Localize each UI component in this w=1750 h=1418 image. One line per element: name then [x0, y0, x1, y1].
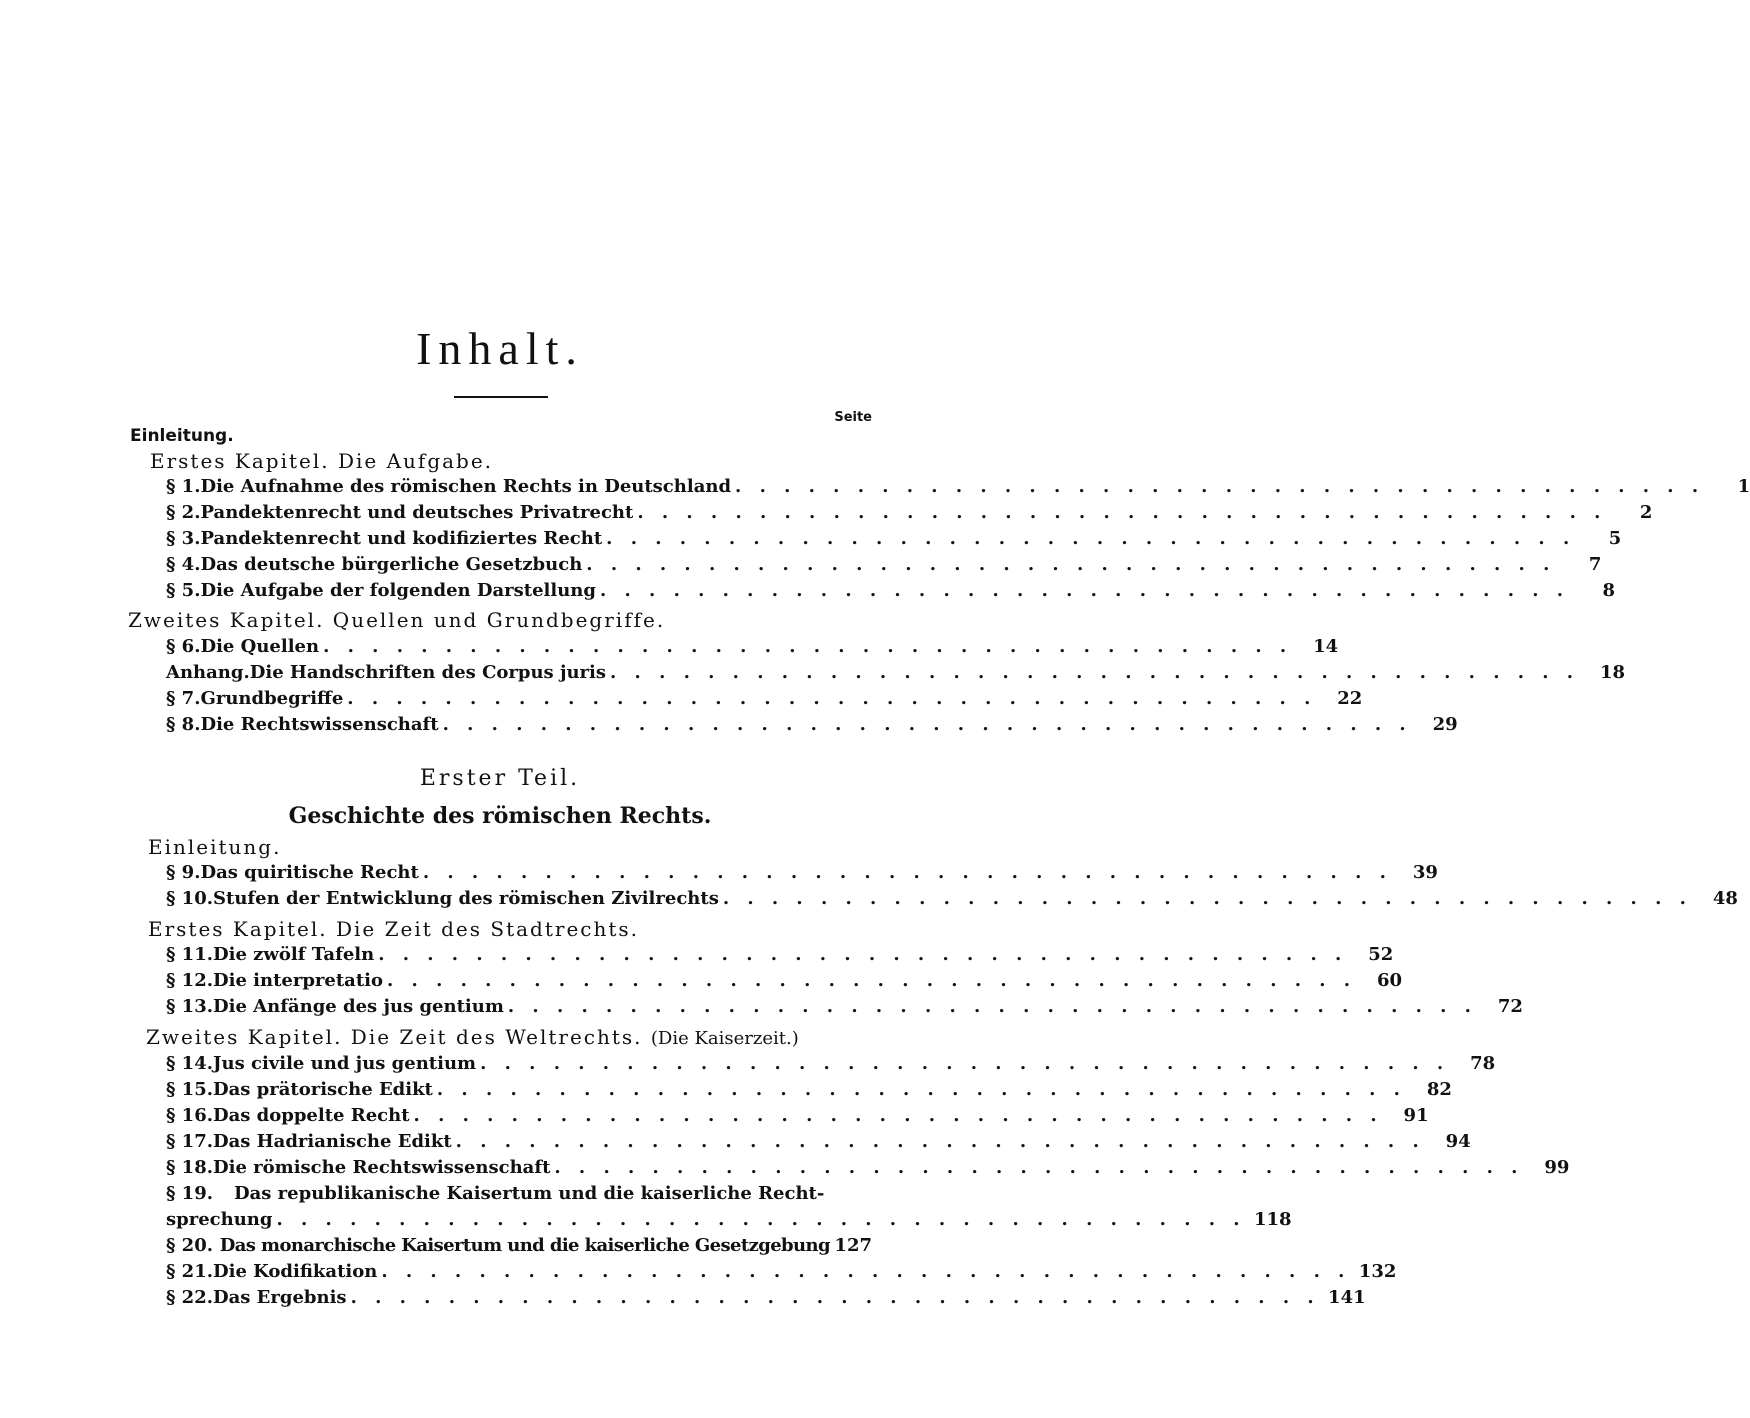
toc-entry-page: 22 — [1337, 688, 1363, 709]
toc-entry[interactable] — [166, 994, 1523, 1020]
toc-entry-par: § 3. — [166, 528, 201, 549]
toc-entry-page: 132 — [1358, 1261, 1397, 1282]
toc-entry[interactable] — [166, 500, 1653, 526]
toc-entry[interactable] — [166, 712, 1458, 738]
toc-entry-par: § 7. — [166, 688, 201, 709]
toc-entry-page: 94 — [1445, 1131, 1471, 1152]
toc-leader-dots: . . . . . . . . . . . . . . . . . . . . . . . . . . . . . . . . . . . . . . . . — [610, 662, 1580, 683]
toc-entry-par: § 18. — [166, 1157, 213, 1178]
toc-entry-title: Die Anfänge des jus gentium — [213, 996, 504, 1017]
toc-entry-par: § 11. — [166, 944, 213, 965]
toc-entry[interactable] — [166, 552, 1602, 578]
toc-entry-title: Das doppelte Recht — [213, 1105, 410, 1126]
toc-entry-page: 141 — [1328, 1287, 1366, 1308]
toc-entry-par: § 1. — [166, 476, 201, 497]
toc-leader-dots: . . . . . . . . . . . . . . . . . . . . . . . . . . . . . . . . . . . . . . . . — [442, 714, 1412, 735]
toc-entry-page: 48 — [1712, 888, 1738, 909]
toc-entry-page: 118 — [1253, 1209, 1292, 1230]
toc-entry-page: 8 — [1602, 580, 1616, 601]
intro-label: Einleitung. — [130, 426, 234, 446]
toc-entry-par: Anhang. — [166, 662, 250, 683]
toc-leader-dots: . . . . . . . . . . . . . . . . . . . . . . . . . . . . . . . . . . . . . . . . — [722, 888, 1692, 909]
toc-entry-par: § 5. — [166, 580, 201, 601]
toc-entry[interactable] — [166, 968, 1403, 994]
toc-leader-dots: . . . . . . . . . . . . . . . . . . . . . . . . . . . . . . . . . . . . . . . . — [381, 1261, 1351, 1282]
toc-entry[interactable] — [166, 1285, 1366, 1311]
toc-entry[interactable] — [166, 1207, 1292, 1233]
toc-entry-title: Das deutsche bürgerliche Gesetzbuch — [200, 554, 583, 575]
toc-leader-dots: . . . . . . . . . . . . . . . . . . . . . . . . . . . . . . . . . . . . . . . . — [347, 688, 1317, 709]
toc-entry-page: 39 — [1412, 862, 1438, 883]
toc-entry-page: 18 — [1600, 662, 1626, 683]
part1-ch2-heading-paren: (Die Kaiserzeit.) — [650, 1028, 799, 1049]
toc-entry-page: 60 — [1377, 970, 1403, 991]
toc-leader-dots: . . . . . . . . . . . . . . . . . . . . . . . . . . . . . . . . . . . . . . . . — [507, 996, 1477, 1017]
toc-entry-title: Das Hadrianische Edikt — [213, 1131, 452, 1152]
toc-entry-title: Die Kodifikation — [213, 1261, 378, 1282]
toc-leader-dots: . . . . . . . . . . . . . . . . . . . . . . . . . . . . . . . . . . . . . . . . — [413, 1105, 1383, 1126]
seite-label: Seite — [834, 410, 872, 425]
toc-entry-title: Die Aufnahme des römischen Rechts in Deutschland — [200, 476, 732, 497]
toc-entry-title: Die römische Rechtswissenschaft — [213, 1157, 551, 1178]
toc-entry-page: 14 — [1313, 636, 1339, 657]
toc-entry-page: 5 — [1608, 528, 1622, 549]
toc-entry-par: § 20. — [166, 1235, 213, 1256]
toc-entry-page: 29 — [1432, 714, 1458, 735]
toc-entry-par: § 17. — [166, 1131, 213, 1152]
toc-entry-title: sprechung — [166, 1209, 273, 1230]
toc-entry-page: 127 — [834, 1235, 872, 1256]
intro-ch1-heading: Erstes Kapitel. Die Aufgabe. — [150, 449, 494, 473]
toc-entry-page: 72 — [1497, 996, 1523, 1017]
toc-entry-page: 99 — [1544, 1157, 1570, 1178]
toc-leader-dots: . . . . . . . . . . . . . . . . . . . . . . . . . . . . . . . . . . . . . . . . — [350, 1287, 1320, 1308]
toc-entry-par: § 6. — [166, 636, 201, 657]
part1-ch1-heading: Erstes Kapitel. Die Zeit des Stadtrechts. — [148, 917, 640, 941]
toc-entry-title: Die Rechtswissenschaft — [200, 714, 439, 735]
toc-entry-par: § 12. — [166, 970, 213, 991]
toc-entry-par: § 9. — [166, 862, 201, 883]
toc-entry-title: Das prätorische Edikt — [213, 1079, 433, 1100]
toc-entry-title: Pandektenrecht und kodifiziertes Recht — [200, 528, 603, 549]
part1-ch2-heading-text: Zweites Kapitel. Die Zeit des Weltrechts. — [146, 1025, 643, 1049]
toc-leader-dots: . . . . . . . . . . . . . . . . . . . . . . . . . . . . . . . . . . . . . . . . — [323, 636, 1293, 657]
toc-entry-page: 78 — [1470, 1053, 1496, 1074]
toc-entry[interactable] — [166, 634, 1339, 660]
title-rule — [454, 396, 548, 398]
toc-entry-par: § 10. — [166, 888, 213, 909]
toc-entry[interactable] — [166, 686, 1363, 712]
toc-entry-par: § 8. — [166, 714, 201, 735]
toc-entry-page: 82 — [1426, 1079, 1452, 1100]
toc-leader-dots: . . . . . . . . . . . . . . . . . . . . . . . . . . . . . . . . . . . . . . . . — [637, 502, 1607, 523]
toc-entry-par: § 16. — [166, 1105, 213, 1126]
toc-entry-page: 2 — [1639, 502, 1653, 523]
toc-entry-par: § 19. — [166, 1183, 213, 1204]
toc-entry-page: 91 — [1403, 1105, 1429, 1126]
toc-entry[interactable] — [166, 1129, 1471, 1155]
toc-leader-dots: . . . . . . . . . . . . . . . . . . . . . . . . . . . . . . . . . . . . . . . . — [387, 970, 1357, 991]
toc-entry-par: § 2. — [166, 502, 201, 523]
toc-entry[interactable] — [166, 526, 1622, 552]
toc-entry-title: Grundbegriffe — [200, 688, 344, 709]
toc-entry-par: § 22. — [166, 1287, 213, 1308]
toc-entry[interactable] — [166, 1103, 1429, 1129]
toc-entry[interactable] — [166, 886, 1738, 912]
toc-entry-title: Die Aufgabe der folgenden Darstellung — [200, 580, 596, 601]
toc-entry[interactable] — [166, 1259, 1397, 1285]
toc-leader-dots: . . . . . . . . . . . . . . . . . . . . . . . . . . . . . . . . . . . . . . . . — [586, 554, 1556, 575]
toc-leader-dots: . . . . . . . . . . . . . . . . . . . . . . . . . . . . . . . . . . . . . . . . — [735, 476, 1705, 497]
toc-entry-title: Die zwölf Tafeln — [213, 944, 375, 965]
toc-entry-par: § 14. — [166, 1053, 213, 1074]
toc-entry-title: Das quiritische Recht — [200, 862, 419, 883]
toc-leader-dots: . . . . . . . . . . . . . . . . . . . . . . . . . . . . . . . . . . . . . . . . — [422, 862, 1392, 883]
toc-leader-dots: . . . . . . . . . . . . . . . . . . . . . . . . . . . . . . . . . . . . . . . . — [276, 1209, 1246, 1230]
page-title: Inhalt. — [416, 323, 584, 374]
toc-entry-title: Jus civile und jus gentium — [213, 1053, 477, 1074]
toc-entry-par: § 4. — [166, 554, 201, 575]
toc-leader-dots: . . . . . . . . . . . . . . . . . . . . . . . . . . . . . . . . . . . . . . . . — [436, 1079, 1406, 1100]
toc-entry-par: § 21. — [166, 1261, 213, 1282]
toc-entry-par: § 15. — [166, 1079, 213, 1100]
toc-leader-dots: . . . . . . . . . . . . . . . . . . . . . . . . . . . . . . . . . . . . . . . . — [378, 944, 1348, 965]
toc-entry[interactable] — [166, 1181, 872, 1207]
toc-entry-title: Die Quellen — [200, 636, 320, 657]
toc-entry[interactable] — [166, 578, 1616, 604]
toc-entry[interactable] — [166, 1077, 1452, 1103]
toc-leader-dots: . . . . . . . . . . . . . . . . . . . . . . . . . . . . . . . . . . . . . . . . — [455, 1131, 1425, 1152]
toc-entry[interactable] — [166, 660, 1626, 686]
toc-leader-dots: . . . . . . . . . . . . . . . . . . . . . . . . . . . . . . . . . . . . . . . . — [606, 528, 1576, 549]
toc-entry[interactable] — [166, 1051, 1496, 1077]
toc-entry-title: Das monarchische Kaisertum und die kaiserliche Gesetzgebung — [219, 1235, 830, 1256]
toc-leader-dots: . . . . . . . . . . . . . . . . . . . . . . . . . . . . . . . . . . . . . . . . — [480, 1053, 1450, 1074]
toc-entry-page: 7 — [1588, 554, 1602, 575]
toc-entry-title: Das republikanische Kaisertum und die kaiserliche Recht- — [234, 1183, 825, 1204]
toc-leader-dots: . . . . . . . . . . . . . . . . . . . . . . . . . . . . . . . . . . . . . . . . — [599, 580, 1570, 601]
intro-ch2-heading: Zweites Kapitel. Quellen und Grundbegriffe. — [128, 608, 666, 632]
toc-entry-title: Pandektenrecht und deutsches Privatrecht — [200, 502, 634, 523]
toc-entry[interactable] — [166, 1233, 872, 1259]
part1-ch2-heading — [146, 1024, 1146, 1050]
part1-intro-label: Einleitung. — [148, 835, 282, 859]
toc-entry[interactable] — [166, 1155, 1570, 1181]
toc-entry[interactable] — [166, 860, 1438, 886]
toc-entry-page: 52 — [1368, 944, 1394, 965]
toc-entry-par: § 13. — [166, 996, 213, 1017]
toc-entry-title: Das Ergebnis — [213, 1287, 347, 1308]
toc-entry-page: 1 — [1737, 476, 1750, 497]
toc-leader-dots: . . . . . . . . . . . . . . . . . . . . . . . . . . . . . . . . . . . . . . . . — [554, 1157, 1524, 1178]
toc-entry-title: Stufen der Entwicklung des römischen Zivilrechts — [213, 888, 719, 909]
toc-entry[interactable] — [166, 942, 1394, 968]
part1-subtitle: Geschichte des römischen Rechts. — [288, 803, 712, 829]
part1-title: Erster Teil. — [419, 766, 581, 791]
toc-entry-title: Die Handschriften des Corpus juris — [249, 662, 607, 683]
toc-entry-title: Die interpretatio — [213, 970, 383, 991]
toc-entry[interactable] — [166, 474, 1750, 500]
